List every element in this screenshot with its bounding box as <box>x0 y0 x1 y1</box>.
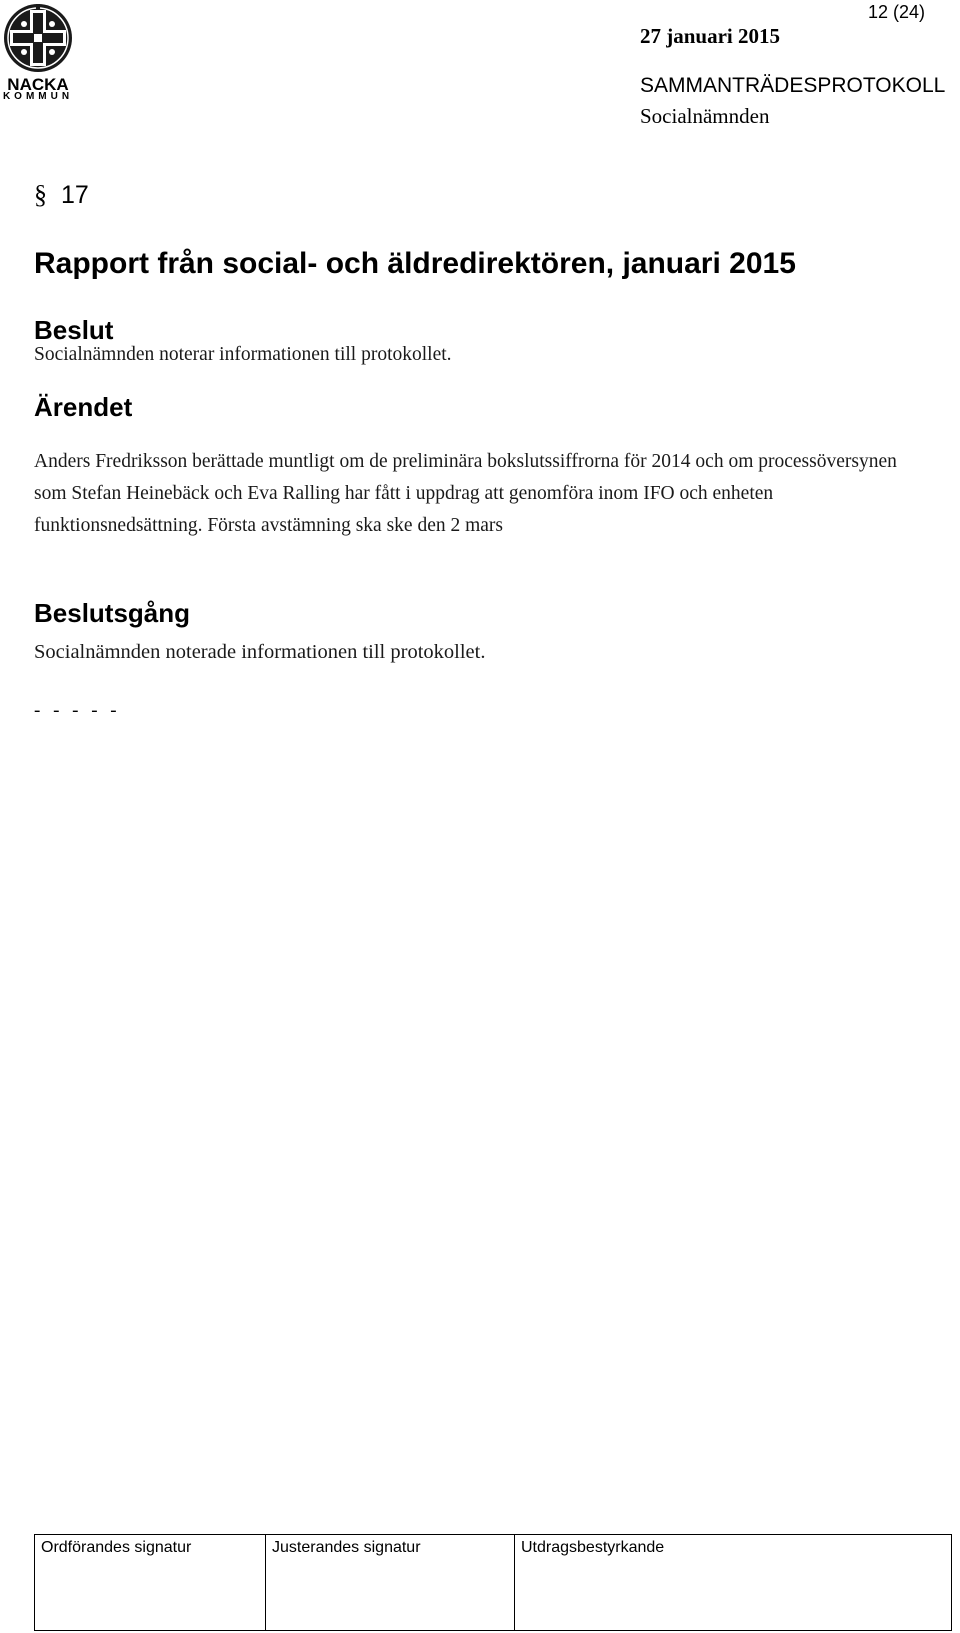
end-separator: - - - - - <box>34 700 121 721</box>
decision-procedure-heading: Beslutsgång <box>34 598 191 628</box>
certification-label: Utdragsbestyrkande <box>521 1539 665 1556</box>
matter-text: Anders Fredriksson berättade muntligt om de preliminära bokslutssiffrorna för 2014 och om processöversynen som Stefan Heinebäck och Eva Ralling har fått i uppdrag att genomföra inom IFO och enheten funktionsnedsättning. Första avstämning ska ske den 2 mars <box>34 451 897 536</box>
page-number: 12 (24) <box>868 2 926 22</box>
section-number: 17 <box>61 181 89 209</box>
adjuster-signature-label: Justerandes signatur <box>272 1539 421 1556</box>
certification-cell <box>515 1535 952 1631</box>
decision-heading: Beslut <box>34 315 114 345</box>
nacka-kommun-logo <box>0 0 76 108</box>
decision-procedure-text: Socialnämnden noterade informationen till protokollet. <box>34 641 486 663</box>
matter-heading: Ärendet <box>34 392 133 422</box>
meeting-date: 27 januari 2015 <box>640 24 781 48</box>
logo-subtitle: KOMMUN <box>2 91 74 102</box>
municipal-emblem-icon <box>0 0 76 76</box>
chair-signature-label: Ordförandes signatur <box>41 1539 192 1556</box>
protocol-type: SAMMANTRÄDESPROTOKOLL <box>640 74 946 97</box>
adjuster-signature-cell <box>266 1535 515 1631</box>
logo-name: NACKA <box>7 75 69 94</box>
chair-signature-cell <box>35 1535 266 1631</box>
signature-table <box>34 1534 952 1631</box>
decision-text: Socialnämnden noterar informationen till protokollet. <box>34 344 452 365</box>
section-symbol: § <box>34 180 47 209</box>
committee-name: Socialnämnden <box>640 104 770 128</box>
paragraph-number <box>34 180 89 210</box>
agenda-item-title: Rapport från social- och äldredirektören, januari 2015 <box>34 247 796 280</box>
